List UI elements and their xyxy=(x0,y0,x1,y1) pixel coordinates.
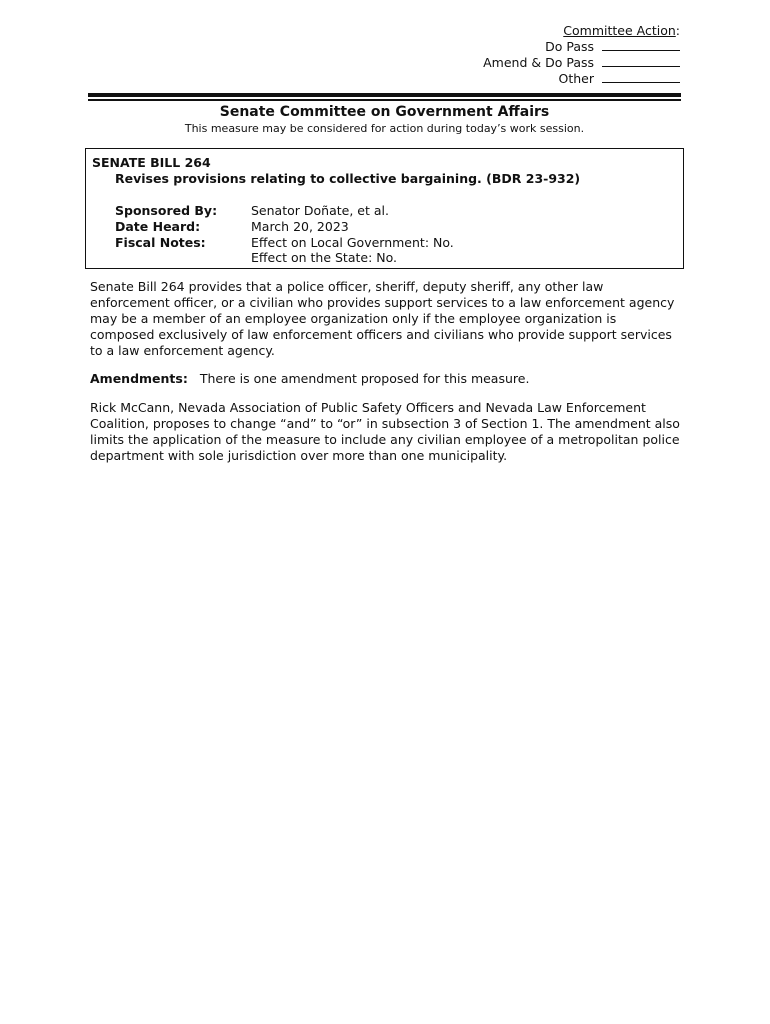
blank-line xyxy=(602,71,680,83)
bill-details xyxy=(115,203,454,266)
option-amend-do-pass: Amend & Do Pass xyxy=(483,55,595,70)
date-heard-label: Date Heard: xyxy=(115,218,201,234)
committee-action-option xyxy=(483,55,680,71)
option-do-pass: Do Pass xyxy=(545,39,595,54)
bill-info-box xyxy=(85,148,684,269)
committee-action-option xyxy=(483,71,680,87)
amendment-detail: Rick McCann, Nevada Association of Public Safety Officers and Nevada Law Enforcement Coalition, proposes to change “and” to “or” in subsection 3 of Section 1. The amendment also limits the application of the measure to include any civilian employee of a metropolitan police department with sole jurisdiction over more than one municipality. xyxy=(90,400,680,463)
fiscal-note-state: Effect on the State: No. xyxy=(251,250,398,266)
blank-line xyxy=(602,55,680,67)
detail-row-date xyxy=(115,219,454,235)
committee-name: Senate Committee on Government Affairs xyxy=(219,104,550,120)
amendments-line xyxy=(90,371,680,387)
date-heard-value: March 20, 2023 xyxy=(251,218,349,234)
bill-description: Senate Bill 264 provides that a police officer, sheriff, deputy sheriff, any other law enforcement officer, or a civilian who provides support services to a law enforcement agency may be a member of an employee organization only if the employee organization is composed exclusively of law enforcement officers and civilians who provide support services to a law enforcement agency. xyxy=(90,279,675,358)
committee-action-colon: : xyxy=(675,23,680,38)
committee-action-title: Committee Action xyxy=(563,23,676,38)
bill-number: SENATE BILL 264 xyxy=(92,155,211,170)
committee-action-block xyxy=(483,23,680,87)
sponsored-by-label: Sponsored By: xyxy=(115,203,218,218)
amendments-text: There is one amendment proposed for this measure. xyxy=(199,371,530,386)
fiscal-notes-label: Fiscal Notes: xyxy=(115,234,206,250)
header-rule-thin xyxy=(88,99,681,101)
sponsored-by-value: Senator Doñate, et al. xyxy=(251,203,389,218)
committee-action-option xyxy=(483,39,680,55)
work-session-note: This measure may be considered for action during today’s work session. xyxy=(184,122,585,135)
detail-row-fiscal xyxy=(115,235,454,251)
bill-summary: Revises provisions relating to collective bargaining. (BDR 23-932) xyxy=(115,171,581,186)
amendments-label: Amendments: xyxy=(90,371,188,386)
header-rule-thick xyxy=(88,93,681,97)
option-other: Other xyxy=(558,71,595,86)
fiscal-note-local: Effect on Local Government: No. xyxy=(251,234,454,250)
detail-row-sponsor xyxy=(115,203,454,219)
detail-row-fiscal-state xyxy=(115,250,454,266)
blank-line xyxy=(602,39,680,51)
